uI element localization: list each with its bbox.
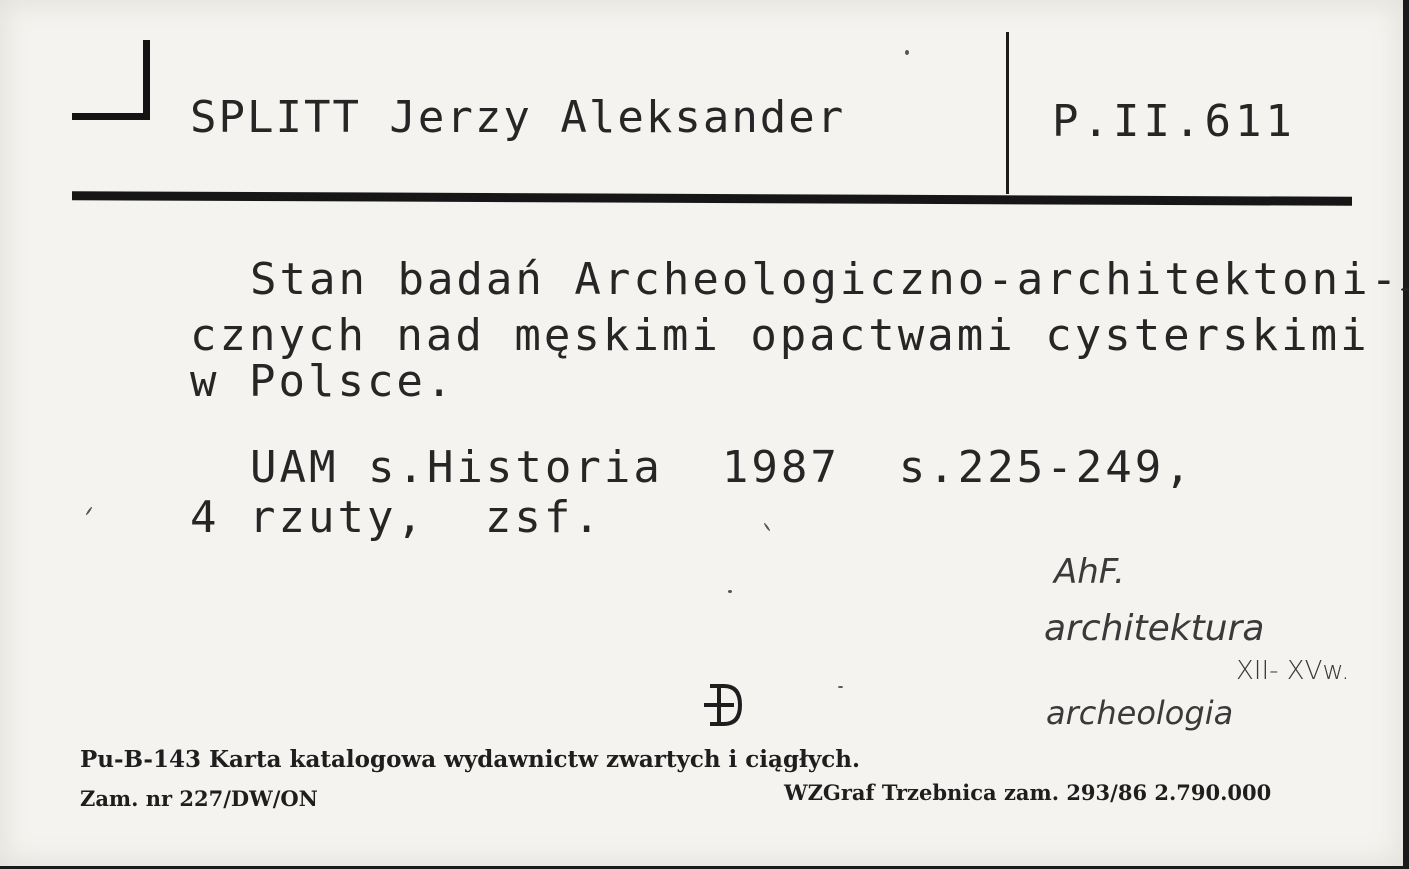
footer-form-line: Pu-B-143 Karta katalogowa wydawnictw zwartych i ciągłych. xyxy=(80,746,860,773)
corner-bracket-mark xyxy=(72,40,152,120)
title-line-1: Stan badań Archeologiczno-architektoni- xyxy=(250,254,1401,305)
paper-speck xyxy=(763,522,770,531)
title-line-2: cznych nad męskimi opactwami cysterskimi xyxy=(190,310,1370,361)
paper-speck xyxy=(1401,288,1409,291)
corner-bracket-horizontal xyxy=(72,113,150,120)
corner-bracket-vertical xyxy=(143,40,150,120)
footer-printer-line: WZGraf Trzebnica zam. 293/86 2.790.000 xyxy=(784,780,1272,805)
header-divider xyxy=(1006,32,1009,194)
publication-line-1: UAM s.Historia 1987 s.225-249, xyxy=(250,442,1194,493)
footer-order-line: Zam. nr 227/DW/ON xyxy=(80,786,318,811)
publication-line-2: 4 rzuty, zsf. xyxy=(190,492,603,543)
header-rule xyxy=(72,191,1352,206)
paper-speck xyxy=(905,50,909,55)
paper-speck xyxy=(838,686,843,688)
paper-speck xyxy=(728,590,732,593)
call-number: P.II.611 xyxy=(1052,96,1296,147)
author-heading: SPLITT Jerzy Aleksander xyxy=(190,92,846,143)
handwritten-note-1: AhF. xyxy=(1054,552,1125,592)
title-line-3: w Polsce. xyxy=(190,356,456,407)
handwritten-note-3: XII- XVw. xyxy=(1236,656,1350,686)
printer-logo-icon xyxy=(698,680,746,730)
handwritten-note-2: architektura xyxy=(1044,608,1265,649)
paper-speck xyxy=(85,506,92,515)
handwritten-note-4: archeologia xyxy=(1046,694,1234,732)
